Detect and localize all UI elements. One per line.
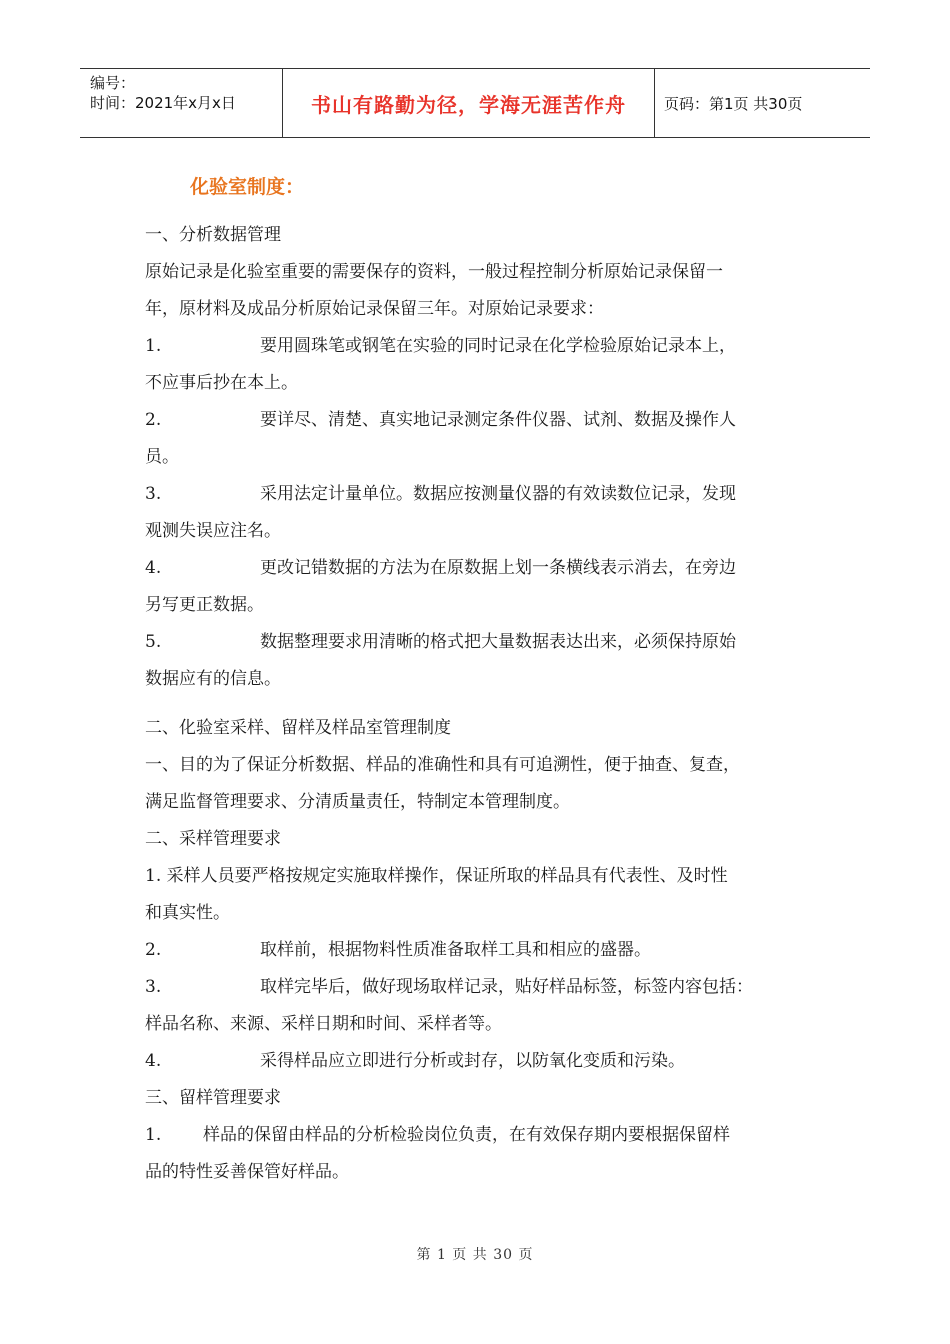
section-heading: 二、化验室采样、留样及样品室管理制度 bbox=[145, 718, 451, 738]
page-footer: 第 1 页 共 30 页 bbox=[416, 1247, 534, 1263]
header-page-info: 页码：第1页 共30页 bbox=[664, 94, 803, 113]
list-number: 4. bbox=[145, 558, 162, 578]
list-item-continued: 观测失误应注名。 bbox=[145, 521, 281, 541]
page-header bbox=[80, 68, 870, 138]
list-item-continued: 员。 bbox=[145, 447, 179, 467]
list-number: 4. bbox=[145, 1051, 162, 1071]
list-number: 1. bbox=[145, 336, 162, 356]
section-spacer bbox=[145, 698, 820, 710]
list-item bbox=[145, 402, 820, 439]
list-item-continued: 另写更正数据。 bbox=[145, 595, 264, 615]
list-item bbox=[145, 550, 820, 587]
list-item-continued: 数据应有的信息。 bbox=[145, 669, 281, 689]
list-text: 更改记错数据的方法为在原数据上划一条横线表示消去，在旁边 bbox=[260, 558, 736, 578]
document-body bbox=[145, 217, 820, 1191]
list-text: 样品的保留由样品的分析检验岗位负责，在有效保存期内要根据保留样 bbox=[203, 1125, 730, 1145]
list-item-continued: 品的特性妥善保管好样品。 bbox=[145, 1162, 349, 1182]
list-number: 2. bbox=[145, 940, 162, 960]
header-motto: 书山有路勤为径，学海无涯苦作舟 bbox=[311, 92, 626, 117]
list-item-continued: 样品名称、来源、采样日期和时间、采样者等。 bbox=[145, 1014, 502, 1034]
list-text: 要用圆珠笔或钢笔在实验的同时记录在化学检验原始记录本上， bbox=[260, 336, 736, 356]
list-item bbox=[145, 476, 820, 513]
list-text: 取样完毕后，做好现场取样记录，贴好样品标签，标签内容包括： bbox=[260, 977, 753, 997]
list-text: 取样前，根据物料性质准备取样工具和相应的盛器。 bbox=[260, 940, 651, 960]
list-number: 2. bbox=[145, 410, 162, 430]
list-item-continued: 不应事后抄在本上。 bbox=[145, 373, 298, 393]
list-text: 要详尽、清楚、真实地记录测定条件仪器、试剂、数据及操作人 bbox=[260, 410, 736, 430]
list-item bbox=[145, 624, 820, 661]
section-heading: 一、分析数据管理 bbox=[145, 225, 281, 245]
list-item bbox=[145, 932, 820, 969]
list-text: 采用法定计量单位。数据应按测量仪器的有效读数位记录，发现 bbox=[260, 484, 736, 504]
list-item bbox=[145, 969, 820, 1006]
list-item: 1. 采样人员要严格按规定实施取样操作，保证所取的样品具有代表性、及时性 bbox=[145, 866, 728, 886]
paragraph-line: 年，原材料及成品分析原始记录保留三年。对原始记录要求： bbox=[145, 299, 604, 319]
list-item-continued: 和真实性。 bbox=[145, 903, 230, 923]
header-meta bbox=[90, 73, 236, 113]
paragraph-line: 一、目的为了保证分析数据、样品的准确性和具有可追溯性，便于抽查、复查， bbox=[145, 755, 740, 775]
date-label: 时间：2021年x月x日 bbox=[90, 94, 236, 112]
list-number: 3. bbox=[145, 484, 162, 504]
list-number: 3. bbox=[145, 977, 162, 997]
list-number: 1. bbox=[145, 1125, 162, 1145]
list-item bbox=[145, 1043, 820, 1080]
list-text: 数据整理要求用清晰的格式把大量数据表达出来，必须保持原始 bbox=[260, 632, 736, 652]
paragraph-line: 原始记录是化验室重要的需要保存的资料，一般过程控制分析原始记录保留一 bbox=[145, 262, 723, 282]
subsection-heading: 三、留样管理要求 bbox=[145, 1088, 281, 1108]
number-label: 编号： bbox=[90, 74, 136, 92]
list-item bbox=[145, 1117, 820, 1154]
list-item bbox=[145, 328, 820, 365]
list-text: 采得样品应立即进行分析或封存，以防氧化变质和污染。 bbox=[260, 1051, 685, 1071]
subsection-heading: 二、采样管理要求 bbox=[145, 829, 281, 849]
list-number: 5. bbox=[145, 632, 162, 652]
document-title: 化验室制度： bbox=[190, 176, 305, 198]
header-divider bbox=[654, 69, 655, 137]
paragraph-line: 满足监督管理要求、分清质量责任，特制定本管理制度。 bbox=[145, 792, 570, 812]
